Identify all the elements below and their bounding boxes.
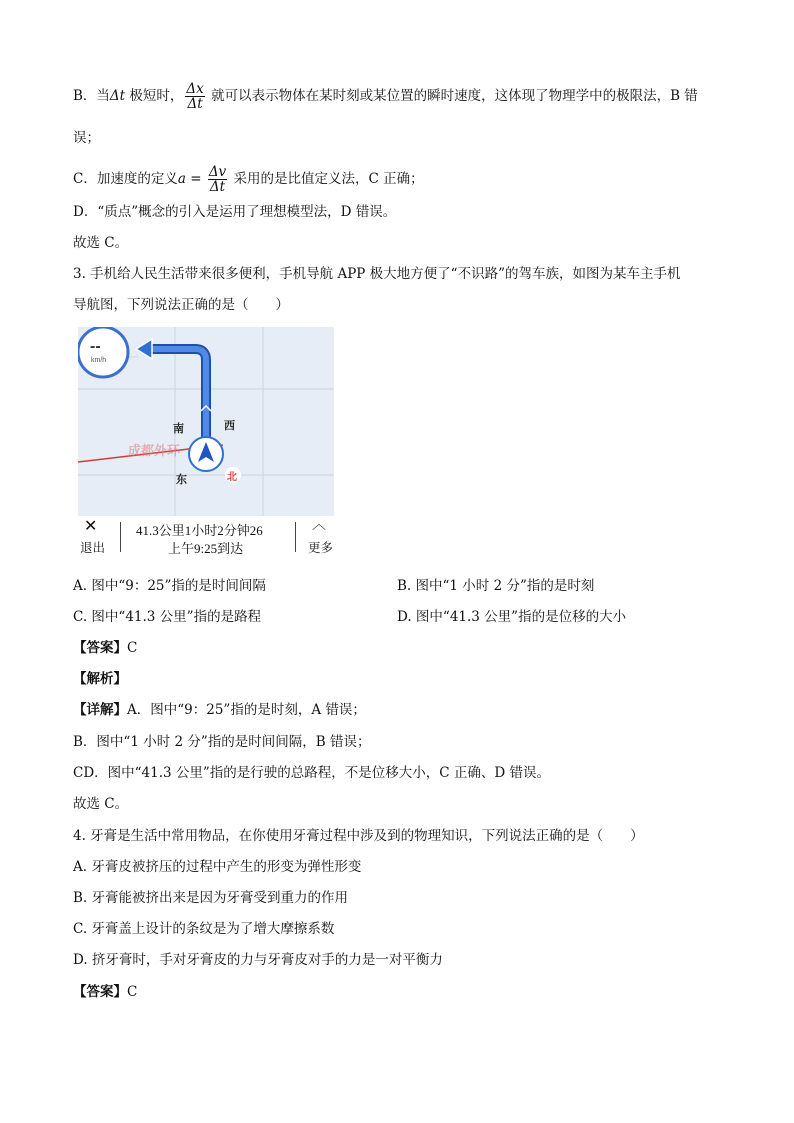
speed-unit: km/h — [91, 357, 107, 364]
q4-option-c: C. 牙膏盖上设计的条纹是为了增大摩擦系数 — [73, 921, 335, 937]
exit-button[interactable]: 退出 — [80, 541, 106, 555]
road-name-label: 成都外环 — [128, 444, 181, 459]
question-4-stem: 4. 牙膏是生活中常用物品，在你使用牙膏过程中涉及到的物理知识，下列说法正确的是（ ） — [73, 828, 644, 844]
q4-answer: 【答案】C — [73, 984, 138, 1000]
q3-analysis-heading: 【解析】 — [73, 671, 127, 687]
close-icon[interactable]: ✕ — [84, 516, 98, 535]
q3-option-b: B. 图中“1 小时 2 分”指的是时刻 — [397, 578, 595, 594]
conclusion-q3: 故选 C。 — [73, 796, 129, 812]
question-3-stem-line1: 3. 手机给人民生活带来很多便利，手机导航 APP 极大地方便了“不识路”的驾车族，如图为某车主手机 — [73, 266, 681, 282]
q4-option-d: D. 挤牙膏时，手对牙膏皮的力与牙膏皮对手的力是一对平衡力 — [73, 952, 443, 968]
chevron-up-icon[interactable]: ︿ — [312, 517, 326, 533]
conclusion-q2: 故选 C。 — [73, 235, 129, 251]
speed-value: -- — [90, 338, 101, 355]
option-d-explanation: D．“质点”概念的引入是运用了理想模型法，D 错误。 — [73, 204, 397, 220]
question-3-stem-line2: 导航图，下列说法正确的是（ ） — [73, 297, 289, 313]
route-arrowhead — [136, 339, 152, 359]
q3-detail-b: B．图中“1 小时 2 分”指的是时间间隔，B 错误； — [73, 734, 371, 750]
q3-detail-a: 【详解】A．图中“9：25”指的是时刻，A 错误； — [73, 702, 366, 718]
route-summary: 41.3公里1小时2分钟26 — [136, 523, 263, 538]
divider-right — [295, 522, 296, 552]
divider-left — [120, 522, 121, 552]
more-button[interactable]: 更多 — [308, 541, 334, 555]
q4-option-b: B. 牙膏能被挤出来是因为牙膏受到重力的作用 — [73, 890, 349, 906]
dv-dt-fraction: $\frac{\Delta v}{\Delta t}$ — [208, 164, 227, 195]
direction-west: 西 — [224, 419, 235, 432]
q4-option-a: A. 牙膏皮被挤压的过程中产生的形变为弹性形变 — [73, 859, 362, 875]
navigation-bottom-bar — [78, 516, 334, 562]
direction-south: 南 — [173, 422, 184, 435]
dx-dt-fraction: $\frac{\Delta x}{\Delta t}$ — [186, 81, 204, 112]
map-drawing — [78, 327, 334, 516]
q3-option-a: A. 图中“9：25”指的是时间间隔 — [73, 578, 266, 594]
q3-option-c: C. 图中“41.3 公里”指的是路程 — [73, 609, 262, 625]
q3-option-d: D. 图中“41.3 公里”指的是位移的大小 — [397, 609, 627, 625]
direction-north: 北 — [227, 472, 237, 483]
direction-east: 东 — [176, 473, 187, 486]
arrival-time: 上午9:25到达 — [168, 541, 244, 556]
option-b-continuation: 误； — [73, 130, 100, 146]
q3-detail-cd: CD．图中“41.3 公里”指的是行驶的总路程，不是位移大小，C 正确、D 错误。 — [73, 765, 551, 781]
option-c-explanation: C．加速度的定义a = $\frac{\Delta v}{\Delta t}$ 采用的是比值定义法，C 正确； — [73, 164, 424, 195]
navigation-screenshot — [78, 327, 334, 562]
option-b-explanation: B．当Δt 极短时， $\frac{\Delta x}{\Delta t}$ 就可以表示物体在某时刻或某位置的瞬时速度，这体现了物理学中的极限法，B 错 — [73, 81, 698, 112]
navigation-map — [78, 327, 334, 516]
q3-answer: 【答案】C — [73, 640, 138, 656]
speed-indicator — [78, 327, 128, 377]
